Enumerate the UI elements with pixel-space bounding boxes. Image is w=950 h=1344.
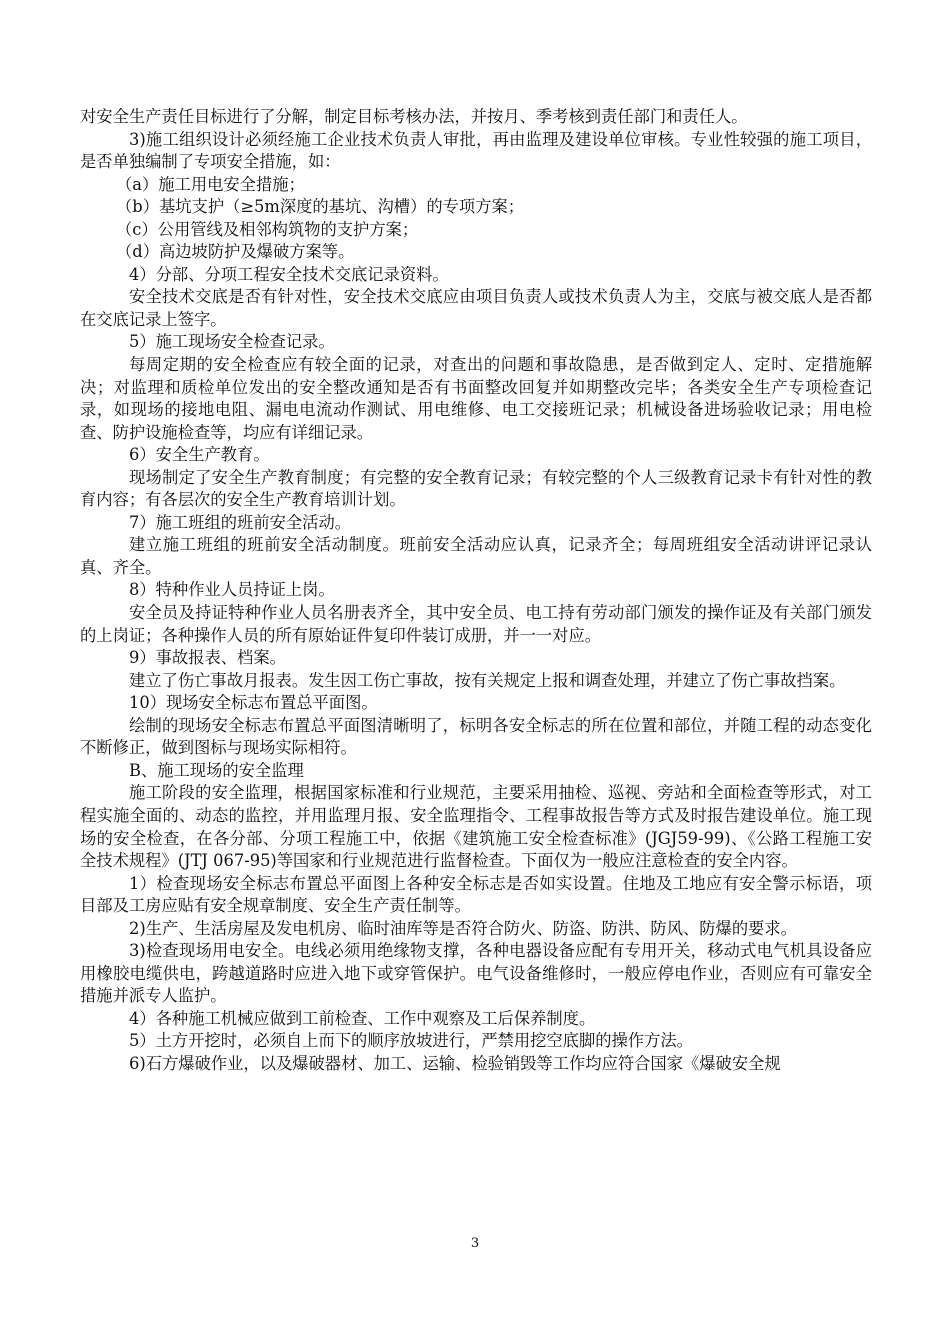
page-number: 3 xyxy=(470,1236,480,1251)
paragraph: 8）特种作业人员持证上岗。 xyxy=(129,580,335,600)
paragraph: 3)施工组织设计必须经施工企业技术负责人审批，再由监理及建设单位审核。专业性较强的施工项目，是否单独编制了专项安全措施，如： xyxy=(80,129,872,172)
paragraph: （a）施工用电安全措施； xyxy=(116,174,305,194)
paragraph: B、施工现场的安全监理 xyxy=(129,760,304,780)
paragraph: 3)检查现场用电安全。电线必须用绝缘物支撑，各种电器设备应配有专用开关，移动式电气机具设备应用橡胶电缆供电，跨越道路时应进入地下或穿管保护。电气设备维修时，一般应停电作业，否则应有可靠安全措施并派专人监护。 xyxy=(80,941,872,1006)
paragraph: 施工阶段的安全监理，根据国家标准和行业规范，主要采用抽检、巡视、旁站和全面检查等形式，对工程实施全面的、动态的监控，并用监理月报、安全监理指令、工程事故报告等方式及时报告建设单位。施工现场的安全检查，在各分部、分项工程施工中，依据《建筑施工安全检查标准》(JGJ59-99)、《公路工程施工安全技术规程》(JTJ 067-95)等国家和行业规范进行监督检查。下面仅为一般应注意检查的安全内容。 xyxy=(80,783,872,871)
paragraph: 4）分部、分项工程安全技术交底记录资料。 xyxy=(129,264,449,284)
paragraph: 6）安全生产教育。 xyxy=(129,445,270,465)
paragraph: 4）各种施工机械应做到工前检查、工作中观察及工后保养制度。 xyxy=(129,1008,596,1028)
paragraph: 5）施工现场安全检查记录。 xyxy=(129,332,335,352)
document-body xyxy=(80,106,872,1076)
paragraph: 安全员及持证特种作业人员名册表齐全，其中安全员、电工持有劳动部门颁发的操作证及有关部门颁发的上岗证；各种操作人员的所有原始证件复印件装订成册，并一一对应。 xyxy=(80,603,872,645)
paragraph: 建立了伤亡事故月报表。发生因工伤亡事故，按有关规定上报和调查处理，并建立了伤亡事故挡案。 xyxy=(129,670,846,690)
paragraph: （d）高边坡防护及爆破方案等。 xyxy=(116,242,355,262)
paragraph: （c）公用管线及相邻构筑物的支护方案； xyxy=(116,219,419,239)
paragraph: 9）事故报表、档案。 xyxy=(129,648,286,668)
paragraph: 10）现场安全标志布置总平面图。 xyxy=(129,693,378,713)
paragraph: 5）土方开挖时，必须自上而下的顺序放坡进行，严禁用挖空底脚的操作方法。 xyxy=(129,1031,693,1051)
paragraph: 6)石方爆破作业，以及爆破器材、加工、运输、检验销毁等工作均应符合国家《爆破安全规 xyxy=(129,1053,781,1073)
paragraph: 2)生产、生活房屋及发电机房、临时油库等是否符合防火、防盗、防洪、防风、防爆的要求。 xyxy=(129,918,797,938)
paragraph: 1）检查现场安全标志布置总平面图上各种安全标志是否如实设置。住地及工地应有安全警示标语，项目部及工房应贴有安全规章制度、安全生产责任制等。 xyxy=(80,873,872,916)
paragraph: 7）施工班组的班前安全活动。 xyxy=(129,512,352,532)
paragraph: 绘制的现场安全标志布置总平面图清晰明了，标明各安全标志的所在位置和部位，并随工程的动态变化不断修正，做到图标与现场实际相符。 xyxy=(80,715,872,758)
paragraph: 现场制定了安全生产教育制度；有完整的安全教育记录；有较完整的个人三级教育记录卡有针对性的教育内容；有各层次的安全生产教育培训计划。 xyxy=(80,467,872,510)
paragraph: 每周定期的安全检查应有较全面的记录，对查出的问题和事故隐患，是否做到定人、定时、定措施解决；对监理和质检单位发出的安全整改通知是否有书面整改回复并如期整改完毕；各类安全生产专项检查记录，如现场的接地电阻、漏电电流动作测试、用电维修、电工交接班记录；机械设备进场验收记录；用电检查、防护设施检查等，均应有详细记录。 xyxy=(80,355,872,442)
paragraph: 对安全生产责任目标进行了分解，制定目标考核办法，并按月、季考核到责任部门和责任人。 xyxy=(80,107,748,126)
paragraph: （b）基坑支护（≥5m深度的基坑、沟槽）的专项方案； xyxy=(116,197,525,217)
paragraph: 安全技术交底是否有针对性，安全技术交底应由项目负责人或技术负责人为主，交底与被交底人是否都在交底记录上签字。 xyxy=(80,287,872,329)
paragraph: 建立施工班组的班前安全活动制度。班前安全活动应认真，记录齐全；每周班组安全活动讲评记录认真、齐全。 xyxy=(80,535,872,577)
